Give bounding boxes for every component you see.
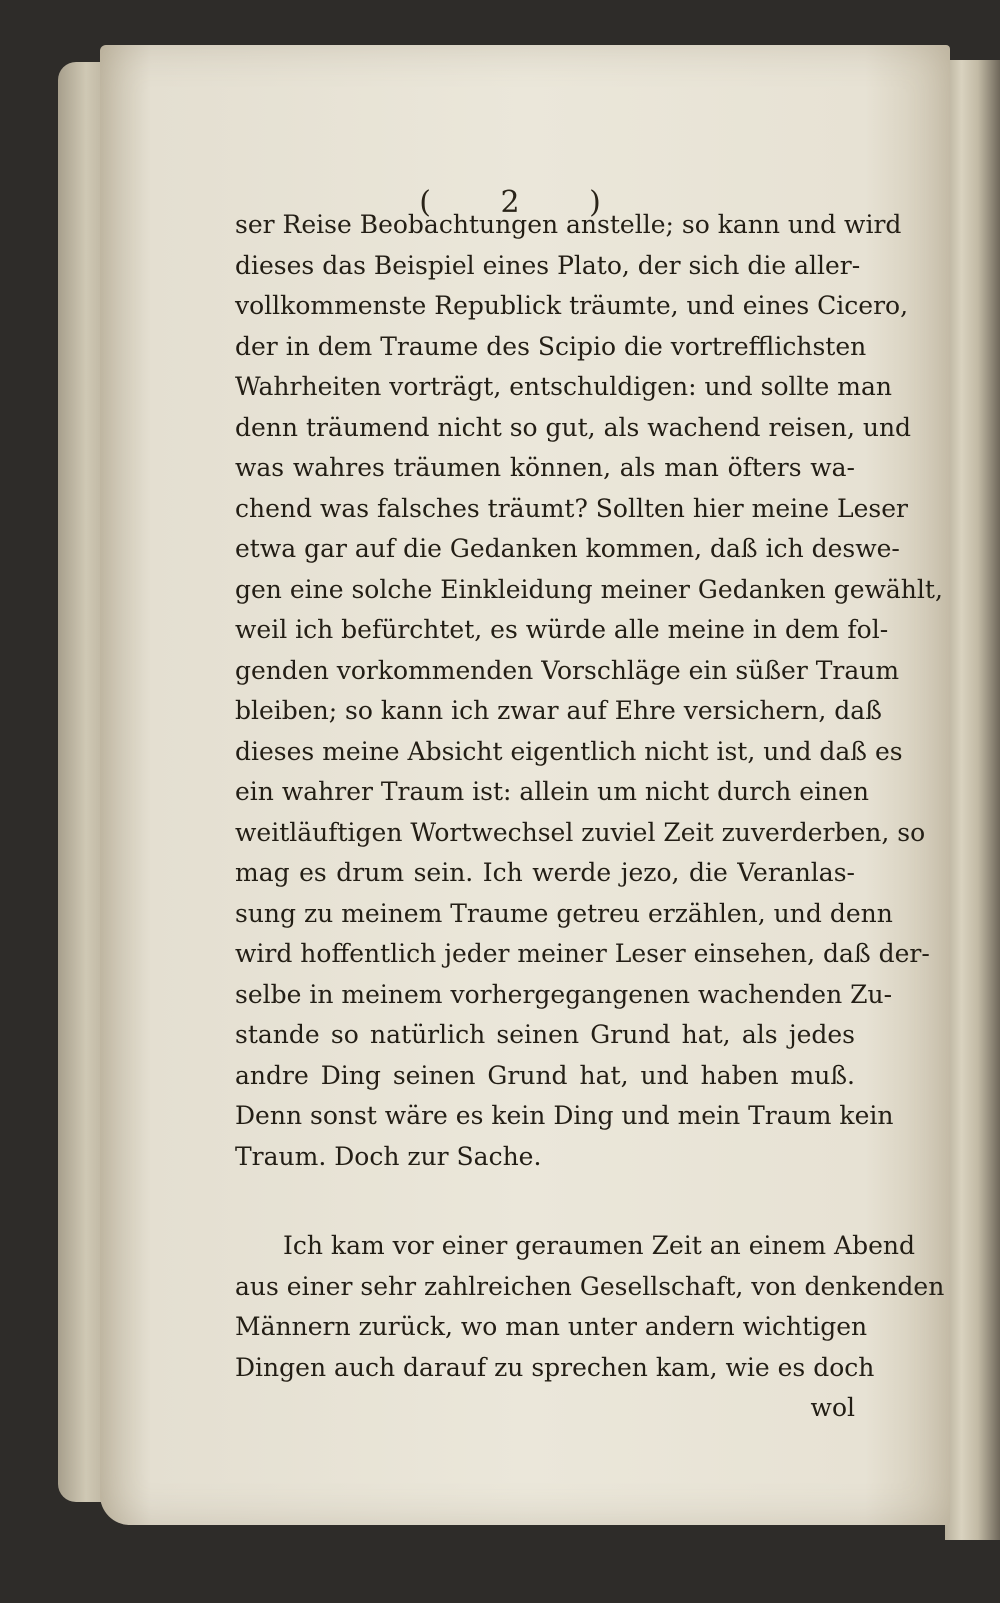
text-line: Männern zurück, wo man unter andern wichtigen bbox=[235, 1312, 868, 1341]
paragraph-2 bbox=[235, 1226, 945, 1388]
text-line: dieses das Beispiel eines Plato, der sich die aller- bbox=[235, 250, 861, 280]
text-line: Wahrheiten vorträgt, entschuldigen: und sollte man bbox=[235, 372, 892, 401]
text-line: stande so natürlich seinen Grund hat, als jedes bbox=[235, 1020, 855, 1049]
text-line: etwa gar auf die Gedanken kommen, daß ich deswe- bbox=[235, 534, 900, 563]
paragraph-1 bbox=[235, 205, 943, 1177]
text-line: dieses meine Absicht eigentlich nicht ist, und daß es bbox=[235, 736, 903, 766]
text-line: vollkommenste Republick träumte, und eines Cicero, bbox=[235, 291, 909, 320]
text-line: mag es drum sein. Ich werde jezo, die Veranlas- bbox=[235, 858, 855, 887]
text-line: genden vorkommenden Vorschläge ein süßer Traum bbox=[235, 655, 900, 685]
text-line: weitläuftigen Wortwechsel zuviel Zeit zuverderben, so bbox=[235, 817, 926, 847]
text-line: der in dem Traume des Scipio die vortrefflichsten bbox=[235, 331, 867, 361]
text-line: aus einer sehr zahlreichen Gesellschaft, von denkenden bbox=[235, 1271, 945, 1301]
text-line: was wahres träumen können, als man öfters wa- bbox=[235, 453, 855, 482]
text-line: andre Ding seinen Grund hat, und haben muß. bbox=[235, 1060, 855, 1090]
text-line: Traum. Doch zur Sache. bbox=[235, 1141, 542, 1171]
text-line: selbe in meinem vorhergegangenen wachenden Zu- bbox=[235, 979, 893, 1009]
page-number: ( 2 ) bbox=[419, 185, 631, 220]
text-line: ein wahrer Traum ist: allein um nicht durch einen bbox=[235, 777, 869, 806]
page-text bbox=[235, 205, 945, 1429]
text-line: weil ich befürchtet, es würde alle meine in dem fol- bbox=[235, 615, 889, 644]
text-line: sung zu meinem Traume getreu erzählen, und denn bbox=[235, 898, 893, 928]
paragraph-gap bbox=[235, 1177, 855, 1226]
text-line: ser Reise Beobachtungen anstelle; so kann und wird bbox=[235, 210, 902, 239]
text-line: Ich kam vor einer geraumen Zeit an einem Abend bbox=[283, 1231, 915, 1260]
right-page-edges bbox=[945, 60, 1000, 1540]
text-line: gen eine solche Einkleidung meiner Gedanken gewählt, bbox=[235, 574, 943, 604]
text-line: Dingen auch darauf zu sprechen kam, wie es doch bbox=[235, 1352, 875, 1382]
text-line: Denn sonst wäre es kein Ding und mein Traum kein bbox=[235, 1101, 894, 1130]
text-line: chend was falsches träumt? Sollten hier meine Leser bbox=[235, 493, 908, 523]
text-line: bleiben; so kann ich zwar auf Ehre versichern, daß bbox=[235, 696, 882, 725]
catchword: wol bbox=[810, 1393, 855, 1422]
text-line: wird hoffentlich jeder meiner Leser einsehen, daß der- bbox=[235, 939, 930, 968]
text-line: denn träumend nicht so gut, als wachend reisen, und bbox=[235, 412, 912, 442]
